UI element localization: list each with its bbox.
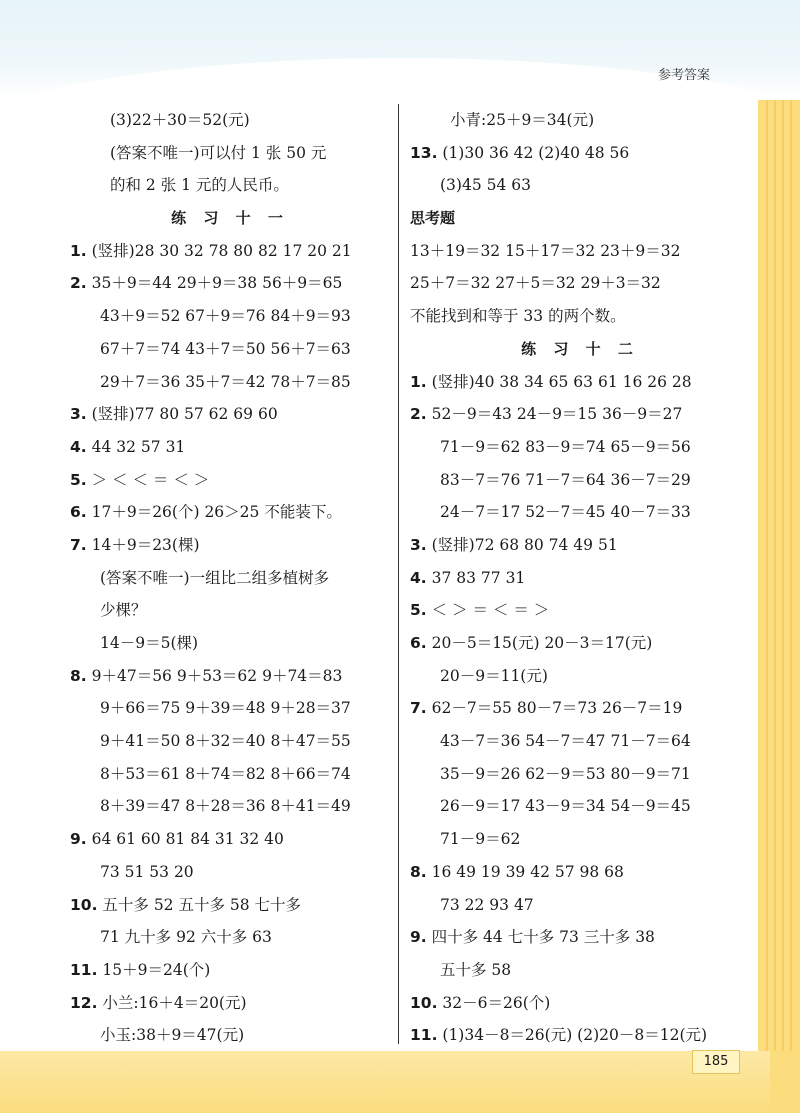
think-title: 思考题	[410, 209, 456, 228]
question-row	[410, 594, 750, 627]
question-number: 2.	[410, 405, 427, 424]
left-column	[70, 104, 390, 1052]
answer-line: 43＋9＝52 67＋9＝76 84＋9＝93	[100, 307, 351, 326]
question-row	[70, 987, 390, 1020]
answer-line: 83－7＝76 71－7＝64 36－7＝29	[440, 470, 691, 489]
answer-line: 73 51 53 20	[100, 862, 194, 881]
question-row	[70, 954, 390, 987]
answer-line: 小玉:38＋9＝47(元)	[100, 1026, 245, 1045]
question-number: 11.	[410, 1026, 438, 1045]
question-row	[410, 1019, 750, 1052]
answer-line: 14－9＝5(棵)	[100, 634, 199, 652]
answer-line: 9＋41＝50 8＋32＝40 8＋47＝55	[100, 732, 351, 751]
question-row	[410, 366, 750, 399]
answer-line: 71－9＝62 83－9＝74 65－9＝56	[440, 437, 691, 456]
answer-line: 26－9＝17 43－9＝34 54－9＝45	[440, 797, 691, 816]
question-row	[70, 529, 390, 562]
question-row	[70, 431, 390, 464]
answer-line: 五十多 58	[440, 960, 512, 979]
answer-line: (3)22＋30＝52(元)	[110, 111, 250, 129]
answer-text: ＜ ＞ ＝ ＜ ＝ ＞	[426, 601, 550, 620]
answer-line: 少棵？	[100, 601, 147, 620]
question-row	[70, 235, 390, 268]
answer-text: (1)34－8＝26(元) (2)20－8＝12(元)	[437, 1026, 708, 1045]
question-number: 3.	[410, 535, 427, 554]
answer-line: 35－9＝26 62－9＝53 80－9＝71	[440, 764, 691, 783]
bottom-bar	[0, 1051, 800, 1113]
answer-text: 9＋47＝56 9＋53＝62 9＋74＝83	[86, 666, 343, 685]
question-number: 8.	[70, 666, 87, 685]
question-number: 3.	[70, 405, 87, 424]
answer-text: 52－9＝43 24－9＝15 36－9＝27	[426, 405, 683, 424]
question-row	[410, 921, 750, 954]
answer-line: 13＋19＝32 15＋17＝32 23＋9＝32	[410, 241, 681, 260]
answer-text: 四十多 44 七十多 73 三十多 38	[426, 928, 655, 947]
question-number: 10.	[410, 993, 438, 1012]
question-row	[70, 889, 390, 922]
answer-text: (竖排)72 68 80 74 49 51	[426, 535, 618, 554]
answer-text: 20－5＝15(元) 20－3＝17(元)	[426, 634, 653, 652]
question-number: 13.	[410, 143, 438, 162]
answer-text: 五十多 52 五十多 58 七十多	[97, 895, 302, 914]
answer-text: (1)30 36 42 (2)40 48 56	[437, 143, 630, 162]
answer-text: 小兰:16＋4＝20(元)	[97, 993, 247, 1012]
section-title: 练 习 十 二	[521, 339, 639, 358]
answer-text: (竖排)28 30 32 78 80 82 17 20 21	[86, 241, 352, 260]
question-number: 5.	[70, 470, 87, 489]
answer-text: 64 61 60 81 84 31 32 40	[86, 830, 284, 849]
question-number: 1.	[70, 241, 87, 260]
answer-line: (答案不唯一)可以付 1 张 50 元	[110, 143, 327, 162]
answer-text: (竖排)77 80 57 62 69 60	[86, 405, 278, 424]
question-row	[70, 660, 390, 693]
question-row	[410, 692, 750, 725]
answer-line: 71－9＝62	[440, 830, 521, 849]
question-number: 9.	[410, 928, 427, 947]
question-number: 8.	[410, 862, 427, 881]
answer-line: 小青:25＋9＝34(元)	[450, 111, 595, 129]
question-row	[410, 137, 750, 170]
side-tab	[758, 100, 800, 1113]
answer-text: 44 32 57 31	[86, 437, 186, 456]
answer-line: 67＋7＝74 43＋7＝50 56＋7＝63	[100, 339, 351, 358]
question-number: 6.	[410, 634, 427, 652]
answer-line: 29＋7＝36 35＋7＝42 78＋7＝85	[100, 372, 351, 391]
column-divider	[398, 104, 399, 1044]
question-number: 1.	[410, 372, 427, 391]
answer-text: 15＋9＝24(个)	[97, 960, 211, 979]
question-number: 10.	[70, 895, 98, 914]
right-column	[410, 104, 750, 1052]
answer-line: 的和 2 张 1 元的人民币。	[110, 176, 289, 195]
question-row	[410, 987, 750, 1020]
question-row	[70, 823, 390, 856]
answer-line: 24－7＝17 52－7＝45 40－7＝33	[440, 503, 691, 522]
question-number: 7.	[70, 535, 87, 554]
question-number: 6.	[70, 503, 87, 522]
question-row	[70, 398, 390, 431]
answer-line: 20－9＝11(元)	[440, 666, 548, 685]
question-number: 12.	[70, 993, 98, 1012]
answer-line: 不能找到和等于 33 的两个数。	[410, 307, 626, 326]
question-number: 4.	[410, 568, 427, 587]
answer-text: 16 49 19 39 42 57 98 68	[426, 862, 624, 881]
answer-text: 35＋9＝44 29＋9＝38 56＋9＝65	[86, 274, 343, 293]
answer-line: 9＋66＝75 9＋39＝48 9＋28＝37	[100, 699, 351, 718]
question-number: 4.	[70, 437, 87, 456]
answer-text: 62－7＝55 80－7＝73 26－7＝19	[426, 699, 683, 718]
question-number: 7.	[410, 699, 427, 718]
answer-line: 43－7＝36 54－7＝47 71－7＝64	[440, 732, 691, 751]
question-row	[410, 627, 750, 660]
answer-text: 37 83 77 31	[426, 568, 526, 587]
header-label: 参考答案	[657, 68, 710, 83]
question-number: 9.	[70, 830, 87, 849]
answer-line: 8＋53＝61 8＋74＝82 8＋66＝74	[100, 764, 351, 783]
question-row	[410, 398, 750, 431]
answer-line: (答案不唯一)一组比二组多植树多	[100, 568, 330, 587]
question-row	[70, 267, 390, 300]
section-title: 练 习 十 一	[171, 209, 289, 228]
answer-text: 32－6＝26(个)	[437, 993, 551, 1012]
answer-line: 25＋7＝32 27＋5＝32 29＋3＝32	[410, 274, 661, 293]
answer-text: 17＋9＝26(个) 26＞25 不能装下。	[86, 503, 342, 522]
answer-text: ＞ ＜ ＜ ＝ ＜ ＞	[86, 470, 210, 489]
question-row	[410, 856, 750, 889]
answer-line: (3)45 54 63	[440, 176, 531, 195]
page-number: 185	[692, 1050, 740, 1074]
answer-text: 14＋9＝23(棵)	[86, 535, 200, 554]
question-number: 2.	[70, 274, 87, 293]
answer-line: 8＋39＝47 8＋28＝36 8＋41＝49	[100, 797, 351, 816]
answer-line: 71 九十多 92 六十多 63	[100, 928, 272, 947]
question-row	[410, 529, 750, 562]
question-row	[70, 464, 390, 497]
answer-text: (竖排)40 38 34 65 63 61 16 26 28	[426, 372, 692, 391]
question-row	[70, 496, 390, 529]
question-row	[410, 562, 750, 595]
question-number: 5.	[410, 601, 427, 620]
answer-line: 73 22 93 47	[440, 895, 534, 914]
question-number: 11.	[70, 960, 98, 979]
